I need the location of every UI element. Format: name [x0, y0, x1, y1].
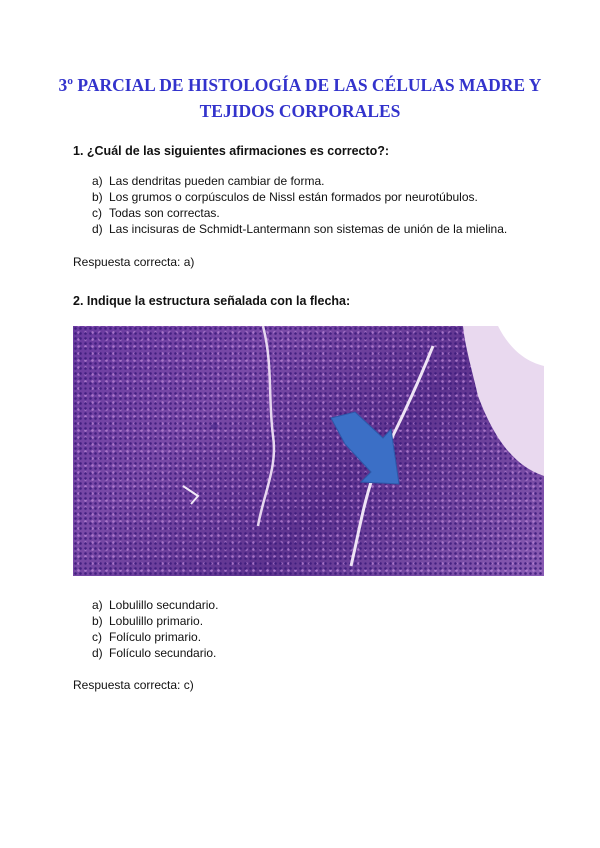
tissue-cleft-3 — [183, 486, 198, 504]
option-letter: b) — [92, 614, 103, 628]
option-text: Folículo secundario. — [109, 646, 217, 660]
page-title — [40, 72, 560, 124]
question-1: 1. ¿Cuál de las siguientes afirmaciones es correcto?: — [73, 144, 390, 158]
option-2a — [92, 597, 218, 613]
option-text: Las dendritas pueden cambiar de forma. — [109, 174, 325, 188]
option-2b — [92, 613, 218, 629]
question-2: 2. Indique la estructura señalada con la flecha: — [73, 294, 351, 308]
option-letter: a) — [92, 598, 103, 612]
option-text: Lobulillo primario. — [109, 614, 204, 628]
option-letter: c) — [92, 630, 102, 644]
option-text: Todas son correctas. — [109, 206, 220, 220]
option-1c — [92, 205, 507, 221]
option-1d — [92, 221, 507, 237]
answer-1: Respuesta correcta: a) — [73, 255, 195, 269]
option-1b — [92, 189, 507, 205]
option-2c — [92, 629, 218, 645]
option-letter: b) — [92, 190, 103, 204]
image-overlay — [73, 326, 544, 576]
arrow-icon — [331, 412, 399, 484]
option-text: Lobulillo secundario. — [109, 598, 219, 612]
option-text: Los grumos o corpúsculos de Nissl están formados por neurotúbulos. — [109, 190, 478, 204]
histology-image — [73, 326, 544, 576]
title-line-1: 3º PARCIAL DE HISTOLOGÍA DE LAS CÉLULAS MADRE Y — [58, 75, 542, 95]
option-letter: d) — [92, 222, 103, 236]
option-text: Las incisuras de Schmidt-Lantermann son sistemas de unión de la mielina. — [109, 222, 508, 236]
option-letter: c) — [92, 206, 102, 220]
option-letter: d) — [92, 646, 103, 660]
answer-2: Respuesta correcta: c) — [73, 678, 194, 692]
tissue-cleft-1 — [258, 326, 274, 526]
question-1-options — [92, 173, 507, 237]
option-2d — [92, 645, 218, 661]
question-2-options — [92, 597, 218, 661]
option-text: Folículo primario. — [109, 630, 202, 644]
title-line-2: TEJIDOS CORPORALES — [199, 101, 401, 121]
option-letter: a) — [92, 174, 103, 188]
option-1a — [92, 173, 507, 189]
